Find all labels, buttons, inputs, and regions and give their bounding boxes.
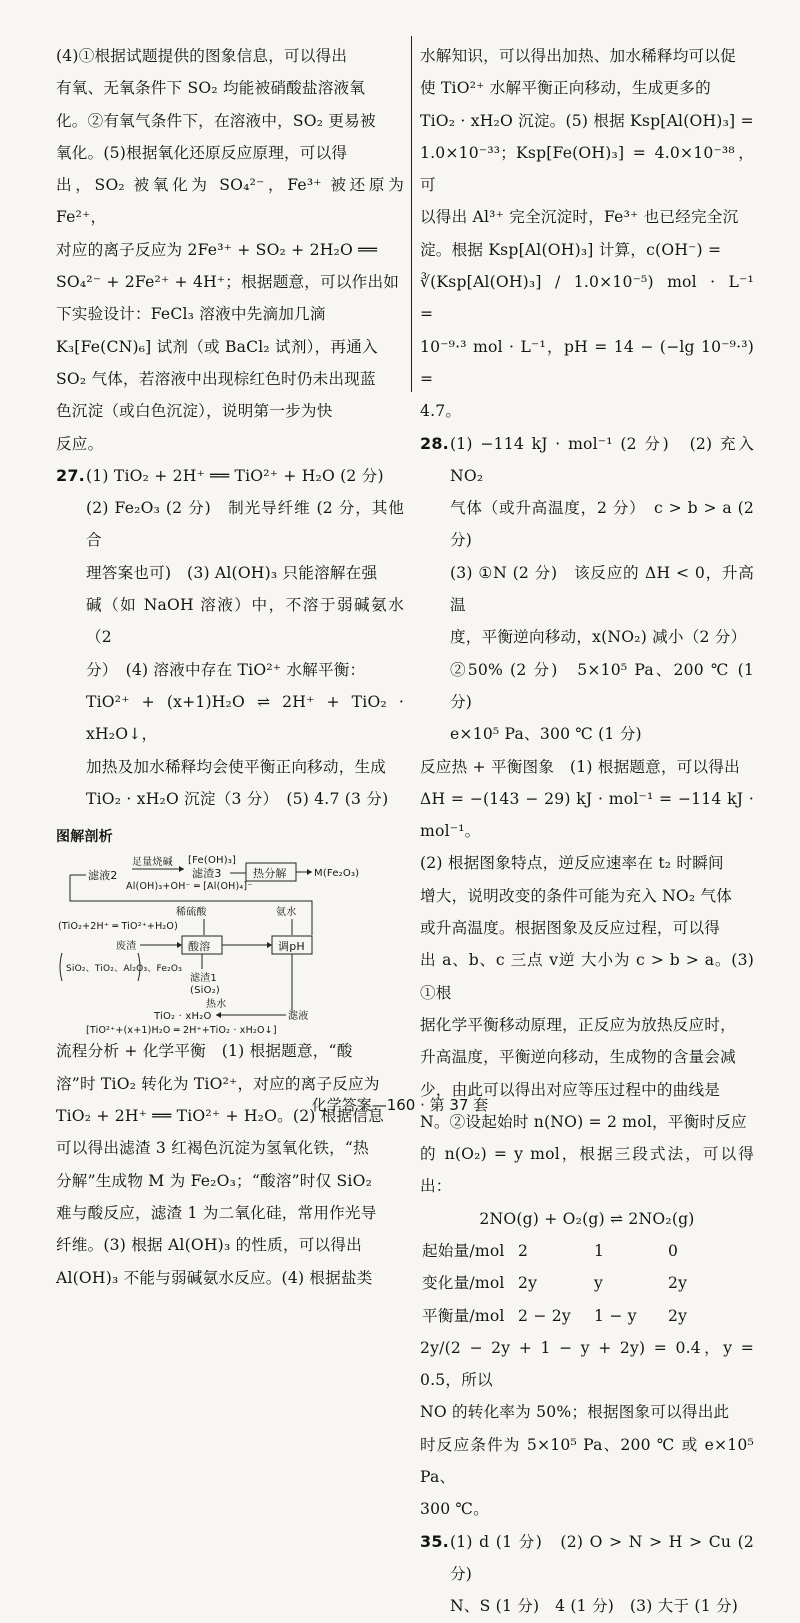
q35-answer (420, 1526, 754, 1623)
analysis-line: 分解”生成物 M 为 Fe₂O₃；“酸溶”时仅 SiO₂ (56, 1171, 373, 1190)
analysis-line: 难与酸反应，滤渣 1 为二氧化硅，常用作光导 (56, 1203, 377, 1222)
table-cell: 变化量/mol (422, 1274, 505, 1293)
q27-analysis-line: 使 TiO²⁺ 水解平衡正向移动，生成更多的 (420, 79, 711, 98)
q28-analysis-line: 据化学平衡移动原理，正反应为放热反应时， (420, 1015, 736, 1034)
q26-text-line: 化。②有氧气条件下，在溶液中，SO₂ 更易被 (56, 111, 376, 130)
q28-line: (1) −114 kJ · mol⁻¹ (2 分) (2) 充入 NO₂ (450, 434, 754, 485)
solution-line: 2y/(2 − 2y + 1 − y + 2y) = 0.4，y = 0.5，所以 (420, 1338, 754, 1390)
q26-text-line: 出，SO₂ 被氧化为 SO₄²⁻，Fe³⁺ 被还原为 Fe²⁺， (56, 176, 404, 227)
q28-line: (3) ①N (2 分) 该反应的 ΔH < 0，升高温 (450, 563, 754, 615)
waste-composition: SiO₂、TiO₂、Al₂O₃、Fe₂O₃ (66, 964, 182, 975)
q28-analysis-line: (2) 根据图象特点，逆反应速率在 t₂ 时瞬间 (420, 854, 724, 873)
tio2-hydrate-label: TiO₂ · xH₂O (154, 1011, 212, 1023)
product-m-label: M(Fe₂O₃) (314, 868, 360, 880)
arrowhead (267, 942, 272, 948)
q26-text-line: K₃[Fe(CN)₆] 试剂（或 BaCl₂ 试剂），再通入 (56, 337, 378, 356)
arrowhead (216, 1012, 221, 1018)
table-cell: 平衡量/mol (422, 1306, 505, 1325)
q28-analysis-line: 或升高温度。根据图象及反应过程，可以得 (420, 919, 721, 938)
decompose-label: 热分解 (253, 867, 287, 881)
solution-line: 300 ℃。 (420, 1500, 489, 1519)
residue3-label: 滤渣3 (192, 867, 222, 881)
q27-line: 碱（如 NaOH 溶液）中，不溶于弱碱氨水（2 (86, 596, 404, 647)
q27-analysis-line: 1.0×10⁻³³；Ksp[Fe(OH)₃] = 4.0×10⁻³⁸，可 (420, 143, 754, 195)
q27-line: (1) TiO₂ + 2H⁺ ══ TiO²⁺ + H₂O (2 分) (86, 466, 384, 485)
q28-analysis-line: ΔH = −(143 − 29) kJ · mol⁻¹ = −114 kJ · mol⁻¹。 (420, 789, 754, 841)
residue1-label: 滤渣1 (190, 973, 217, 985)
lye-label: 足量烧碱 (132, 857, 173, 869)
ammonia-label: 氨水 (276, 907, 297, 919)
analysis-line: 流程分析 + 化学平衡 (1) 根据题意，“酸 (56, 1042, 353, 1061)
q27-line: TiO₂ · xH₂O 沉淀（3 分） (5) 4.7 (3 分) (86, 789, 389, 808)
q26-text-line: SO₄²⁻ + 2Fe²⁺ + 4H⁺；根据题意，可以作出如 (56, 273, 400, 292)
aloh-equation: Al(OH)₃+OH⁻ ═ [Al(OH)₄]⁻ (126, 881, 253, 893)
q26-text-line: 色沉淀（或白色沉淀），说明第一步为快 (56, 402, 333, 421)
flow-diagram-svg (56, 855, 404, 1035)
q27-line: 加热及加水稀释均会使平衡正向移动，生成 (86, 757, 387, 776)
three-stage-table (422, 1235, 754, 1332)
q27-answer (56, 460, 404, 815)
q27-analysis-line: 水解知识，可以得出加热、加水稀释均可以促 (420, 47, 736, 65)
right-column (420, 40, 786, 1623)
filtrate2-label: 滤液2 (88, 869, 118, 883)
q27-line: TiO²⁺ + (x+1)H₂O ⇌ 2H⁺ + TiO₂ · xH₂O↓， (86, 692, 404, 744)
filtrate-label: 滤液 (288, 1011, 309, 1023)
arrowhead (307, 869, 312, 875)
analysis-line: TiO₂ + 2H⁺ ══ TiO²⁺ + H₂O。(2) 根据信息 (56, 1107, 384, 1126)
q26-text-line: 有氧、无氧条件下 SO₂ 均能被硝酸盐溶液氧 (56, 79, 366, 98)
q26-text-line: 对应的离子反应为 2Fe³⁺ + SO₂ + 2H₂O ══ (56, 240, 378, 259)
diagram-section-title: 图解剖析 (56, 829, 113, 846)
table-cell: 2y (518, 1274, 538, 1293)
q28-line: 度，平衡逆向移动，x(NO₂) 减小（2 分） (450, 628, 747, 647)
q27-analysis-line: 以得出 Al³⁺ 完全沉淀时，Fe³⁺ 也已经完全沉 (420, 208, 739, 227)
waste-label: 废渣 (116, 941, 137, 953)
q28-number: 28. (420, 433, 449, 453)
q28-analysis-line: 反应热 + 平衡图象 (1) 根据题意，可以得出 (420, 757, 740, 776)
q28-analysis-line: 的 n(O₂) = y mol，根据三段式法，可以得出： (420, 1145, 754, 1196)
q27-analysis-line: 4.7。 (420, 402, 462, 421)
column-divider (411, 36, 412, 392)
q27-line: (2) Fe₂O₃ (2 分) 制光导纤维 (2 分，其他合 (86, 499, 404, 550)
analysis-line: Al(OH)₃ 不能与弱碱氨水反应。(4) 根据盐类 (56, 1268, 373, 1287)
q27-analysis-line: ∛(Ksp[Al(OH)₃] / 1.0×10⁻⁵) mol · L⁻¹ = (420, 273, 786, 324)
q27-analysis-line: TiO₂ · xH₂O 沉淀。(5) 根据 Ksp[Al(OH)₃] = (420, 111, 754, 130)
table-cell: y (594, 1274, 604, 1293)
tio2-equation-1: (TiO₂+2H⁺ ═ TiO²⁺+H₂O) (58, 921, 179, 933)
reaction-equation: 2NO(g) + O₂(g) ⇌ 2NO₂(g) (479, 1209, 695, 1228)
solution-line: 时反应条件为 5×10⁵ Pa、200 ℃ 或 e×10⁵ Pa、 (420, 1435, 754, 1487)
q28-analysis-line: 出 a、b、c 三点 v逆 大小为 c > b > a。(3) ①根 (420, 951, 754, 1002)
flow-diagram (56, 855, 404, 1035)
q28-analysis-line: N。②设起始时 n(NO) = 2 mol，平衡时反应 (420, 1112, 747, 1131)
tio2-equation-2: [TiO²⁺+(x+1)H₂O ═ 2H⁺+TiO₂ · xH₂O↓] (86, 1025, 277, 1036)
q35-number: 35. (420, 1531, 449, 1551)
analysis-line: 溶”时 TiO₂ 转化为 TiO²⁺，对应的离子反应为 (56, 1074, 380, 1093)
page-footer: 化学答案—160 · 第 37 套 (311, 1096, 489, 1114)
q28-answer (420, 428, 754, 751)
q28-analysis-line: 少，由此可以得出对应等压过程中的曲线是 (420, 1080, 721, 1099)
acid-dissolve-label: 酸溶 (188, 940, 211, 954)
q26-text-line: 氧化。(5)根据氧化还原反应原理，可以得 (56, 143, 348, 162)
mixture-bracket (60, 953, 62, 981)
q27-line: 分） (4) 溶液中存在 TiO²⁺ 水解平衡： (86, 660, 366, 679)
q26-text-line: SO₂ 气体，若溶液中出现棕红色时仍未出现蓝 (56, 369, 376, 388)
q28-analysis-line: 升高温度，平衡逆向移动，生成物的含量会减 (420, 1048, 736, 1067)
analysis-line: 纤维。(3) 根据 Al(OH)₃ 的性质，可以得出 (56, 1236, 362, 1255)
q28-line: 气体（或升高温度，2 分） c > b > a (2 分) (450, 499, 754, 550)
table-cell: 起始量/mol (422, 1241, 505, 1260)
q26-text-line: 下实验设计：FeCl₃ 溶液中先滴加几滴 (56, 305, 326, 324)
arrowhead (179, 866, 184, 872)
table-cell: 0 (668, 1241, 679, 1260)
q35-line: N、S (1 分) 4 (1 分) (3) 大于 (1 分) (450, 1597, 739, 1616)
q26-text-line: (4)①根据试题提供的图象信息，可以得出 (56, 47, 348, 65)
q27-analysis-line: 10⁻⁹·³ mol · L⁻¹，pH = 14 − (−lg 10⁻⁹·³) = (420, 337, 754, 388)
hot-water-label: 热水 (206, 999, 227, 1011)
h2so4-label: 稀硫酸 (176, 907, 207, 919)
solution-line: NO 的转化率为 50%；根据图象可以得出此 (420, 1403, 730, 1422)
q26-text-line: 反应。 (56, 434, 104, 453)
table-cell: 2y (668, 1306, 688, 1325)
q27-analysis-line: 淀。根据 Ksp[Al(OH)₃] 计算，c(OH⁻) = (420, 240, 722, 259)
table-cell: 1 (594, 1241, 605, 1260)
table-cell: 1 − y (594, 1306, 637, 1325)
q28-analysis-line: 增大，说明改变的条件可能为充入 NO₂ 气体 (420, 886, 733, 905)
q35-line: (1) d (1 分) (2) O > N > H > Cu (2 分) (450, 1532, 754, 1583)
table-cell: 2 − 2y (518, 1306, 571, 1325)
table-cell: 2 (518, 1241, 529, 1260)
q28-line: e×10⁵ Pa、300 ℃ (1 分) (450, 725, 642, 744)
q27-number: 27. (56, 465, 85, 485)
analysis-line: 可以得出滤渣 3 红褐色沉淀为氢氧化铁，“热 (56, 1139, 369, 1158)
q28-line: ②50% (2 分) 5×10⁵ Pa、200 ℃ (1 分) (450, 660, 754, 711)
residue1-sio2: (SiO₂) (190, 985, 221, 997)
q27-line: 理答案也可) (3) Al(OH)₃ 只能溶解在强 (86, 563, 378, 582)
table-cell: 2y (668, 1274, 688, 1293)
adjust-ph-label: 调pH (278, 940, 305, 954)
feoh3-label: [Fe(OH)₃] (188, 855, 237, 867)
arrowhead (177, 942, 182, 948)
